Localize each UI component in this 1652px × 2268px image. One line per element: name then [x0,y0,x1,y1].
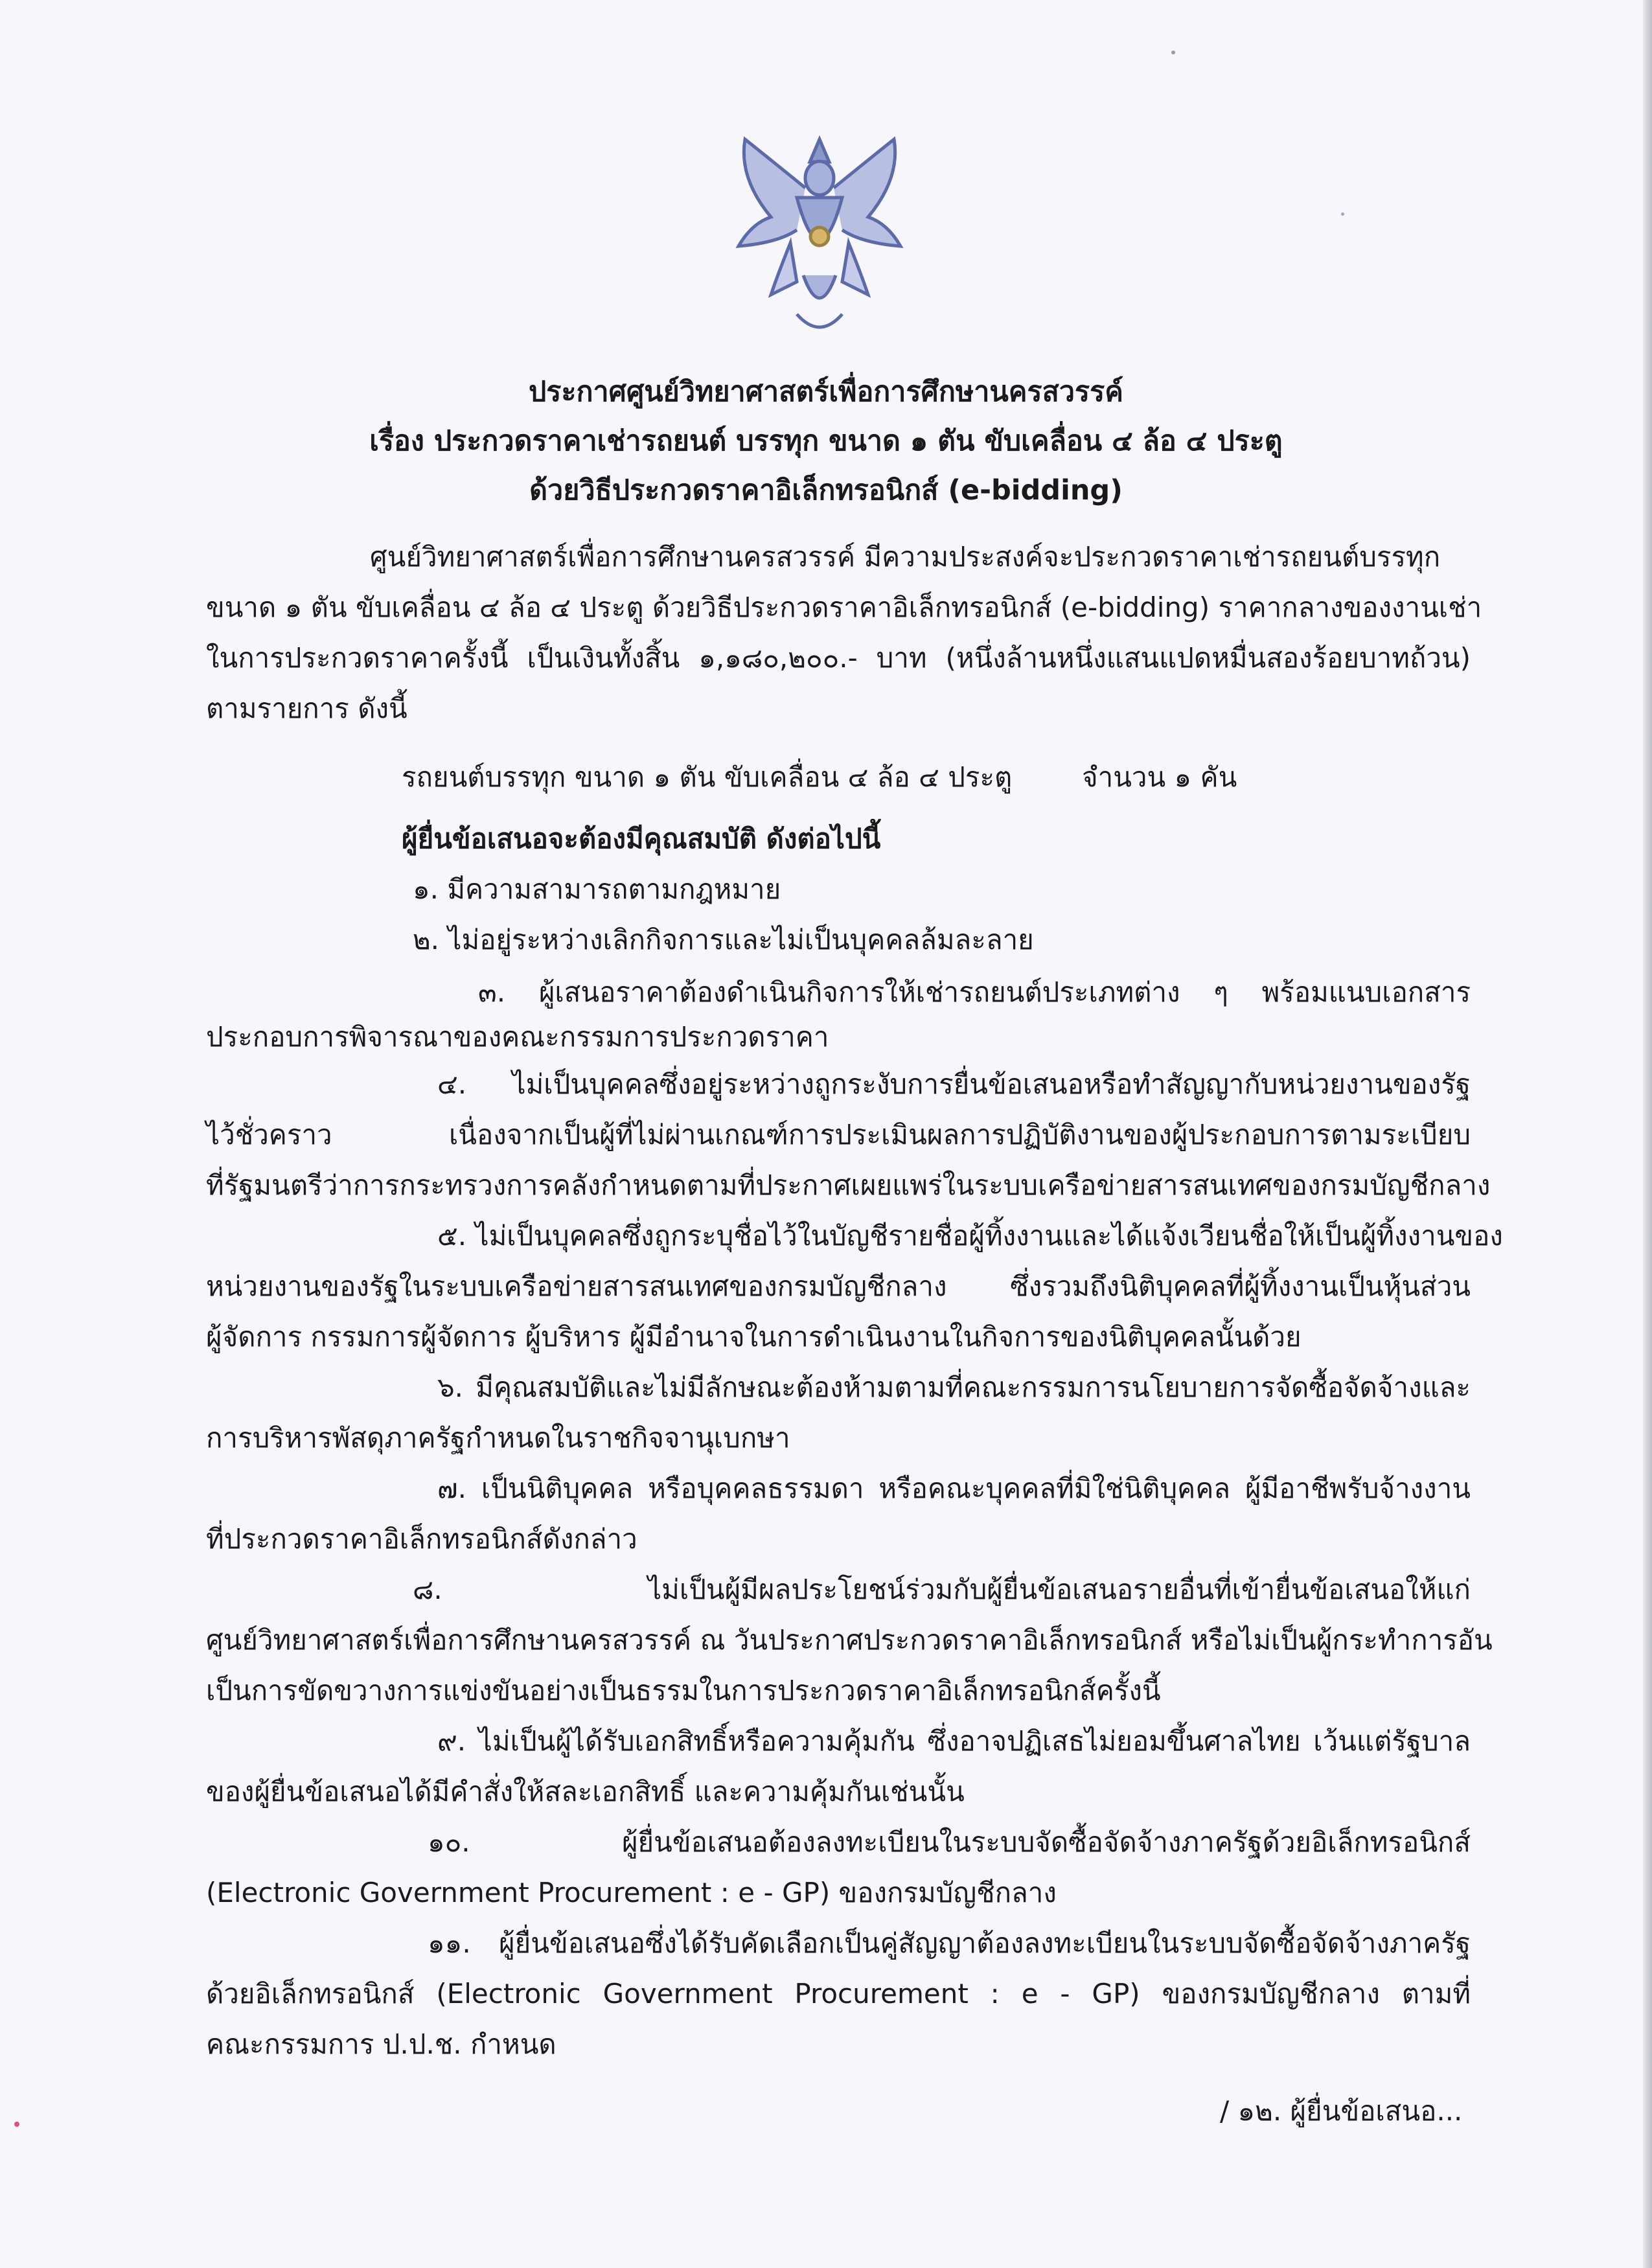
qualification-7-cont: ที่ประกวดราคาอิเล็กทรอนิกส์ดังกล่าว [206,1523,637,1555]
qualification-11-cont-1: ด้วยอิเล็กทรอนิกส์ (Electronic Government Procurement : e - GP) ของกรมบัญชีกลาง ตามที่ [206,1978,1471,2010]
announcement-title: ประกาศศูนย์วิทยาศาสตร์เพื่อการศึกษานครสวรรค์ [529,376,1123,408]
qualification-10-cont: (Electronic Government Procurement : e - GP) ของกรมบัญชีกลาง [206,1877,1057,1908]
item-quantity: จำนวน ๑ คัน [1082,761,1237,793]
qualification-8: ๘. ไม่เป็นผู้มีผลประโยชน์ร่วมกับผู้ยื่นข้อเสนอรายอื่นที่เข้ายื่นข้อเสนอให้แก่ [413,1574,1471,1605]
qualification-10: ๑๐. ผู้ยื่นข้อเสนอต้องลงทะเบียนในระบบจัดซื้อจัดจ้างภาครัฐด้วยอิเล็กทรอนิกส์ [428,1826,1471,1858]
qualification-7: ๗. เป็นนิติบุคคล หรือบุคคลธรรมดา หรือคณะบุคคลที่มิใช่นิติบุคคล ผู้มีอาชีพรับจ้างงาน [437,1472,1471,1504]
qualification-5-cont-2: ผู้จัดการ กรรมการผู้จัดการ ผู้บริหาร ผู้มีอำนาจในการดำเนินงานในกิจการของนิติบุคคลนั้นด้วย [206,1321,1302,1353]
announcement-subject: เรื่อง ประกวดราคาเช่ารถยนต์ บรรทุก ขนาด ๑ ตัน ขับเคลื่อน ๔ ล้อ ๔ ประตู [369,425,1283,457]
intro-line-4: ตามรายการ ดังนี้ [206,693,407,724]
announcement-method: ด้วยวิธีประกวดราคาอิเล็กทรอนิกส์ (e-bidding) [529,474,1123,507]
scan-speck [1341,212,1344,216]
qualification-6: ๖. มีคุณสมบัติและไม่มีลักษณะต้องห้ามตามที่คณะกรรมการนโยบายการจัดซื้อจัดจ้างและ [437,1371,1471,1403]
qualification-5: ๕. ไม่เป็นบุคคลซึ่งถูกระบุชื่อไว้ในบัญชีรายชื่อผู้ทิ้งงานและได้แจ้งเวียนชื่อให้เป็นผู้ทิ้งงานของ [437,1220,1503,1252]
garuda-emblem-icon [700,126,939,347]
qualifications-heading: ผู้ยื่นข้อเสนอจะต้องมีคุณสมบัติ ดังต่อไปนี้ [402,823,881,854]
qualification-6-cont: การบริหารพัสดุภาครัฐกำหนดในราชกิจจานุเบกษา [206,1422,790,1454]
qualification-1: ๑. มีความสามารถตามกฎหมาย [413,873,781,905]
qualification-3-cont: ประกอบการพิจารณาของคณะกรรมการประกวดราคา [206,1021,829,1053]
qualification-2: ๒. ไม่อยู่ระหว่างเลิกกิจการและไม่เป็นบุคคลล้มละลาย [413,924,1034,956]
intro-line-2: ขนาด ๑ ตัน ขับเคลื่อน ๔ ล้อ ๔ ประตู ด้วยวิธีประกวดราคาอิเล็กทรอนิกส์ (e-bidding) ราคากลางของงานเช่า [206,591,1482,623]
qualification-11: ๑๑. ผู้ยื่นข้อเสนอซึ่งได้รับคัดเลือกเป็นคู่สัญญาต้องลงทะเบียนในระบบจัดซื้อจัดจ้างภาครัฐ [428,1927,1471,1959]
continuation-note: / ๑๒. ผู้ยื่นข้อเสนอ... [1220,2095,1463,2127]
qualification-4: ๔. ไม่เป็นบุคคลซึ่งอยู่ระหว่างถูกระงับการยื่นข้อเสนอหรือทำสัญญากับหน่วยงานของรัฐ [437,1068,1471,1100]
page-edge-shadow [1643,0,1652,2268]
intro-line-1: ศูนย์วิทยาศาสตร์เพื่อการศึกษานครสวรรค์ มีความประสงค์จะประกวดราคาเช่ารถยนต์บรรทุก [370,541,1441,573]
qualification-9: ๙. ไม่เป็นผู้ได้รับเอกสิทธิ์หรือความคุ้มกัน ซึ่งอาจปฏิเสธไม่ยอมขึ้นศาลไทย เว้นแต่รัฐบาล [437,1725,1471,1757]
qualification-4-cont-2: ที่รัฐมนตรีว่าการกระทรวงการคลังกำหนดตามที่ประกาศเผยแพร่ในระบบเครือข่ายสารสนเทศของกรมบัญชีกลาง [206,1169,1491,1201]
qualification-4-cont-1: ไว้ชั่วคราว เนื่องจากเป็นผู้ที่ไม่ผ่านเกณฑ์การประเมินผลการปฏิบัติงานของผู้ประกอบการตามระเบียบ [206,1119,1471,1151]
item-name: รถยนต์บรรทุก ขนาด ๑ ตัน ขับเคลื่อน ๔ ล้อ ๔ ประตู [402,761,1013,793]
qualification-8-cont-2: เป็นการขัดขวางการแข่งขันอย่างเป็นธรรมในการประกวดราคาอิเล็กทรอนิกส์ครั้งนี้ [206,1675,1161,1706]
qualification-9-cont: ของผู้ยื่นข้อเสนอได้มีคำสั่งให้สละเอกสิทธิ์ และความคุ้มกันเช่นนั้น [206,1776,965,1807]
qualification-8-cont-1: ศูนย์วิทยาศาสตร์เพื่อการศึกษานครสวรรค์ ณ วันประกาศประกวดราคาอิเล็กทรอนิกส์ หรือไม่เป็นผู้กระทำการอัน [206,1624,1493,1656]
qualification-3: ๓. ผู้เสนอราคาต้องดำเนินกิจการให้เช่ารถยนต์ประเภทต่าง ๆ พร้อมแนบเอกสาร [478,976,1471,1008]
scan-speck [14,2122,19,2127]
scan-speck [1171,51,1175,54]
qualification-11-cont-2: คณะกรรมการ ป.ป.ช. กำหนด [206,2028,556,2060]
intro-line-3: ในการประกวดราคาครั้งนี้ เป็นเงินทั้งสิ้น ๑,๑๘๐,๒๐๐.- บาท (หนึ่งล้านหนึ่งแสนแปดหมื่นสองร้อยบาทถ้วน) [206,642,1471,674]
qualification-5-cont-1: หน่วยงานของรัฐในระบบเครือข่ายสารสนเทศของกรมบัญชีกลาง ซึ่งรวมถึงนิติบุคคลที่ผู้ทิ้งงานเป็นหุ้นส่วน [206,1270,1471,1302]
